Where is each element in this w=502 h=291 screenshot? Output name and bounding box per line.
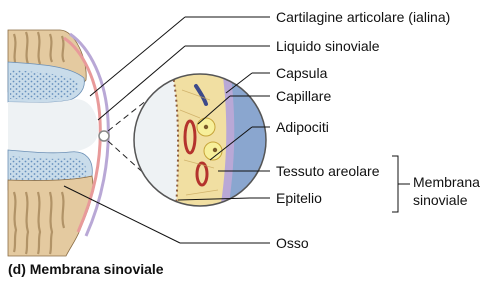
figure-caption: (d) Membrana sinoviale <box>8 261 164 277</box>
label-cartilage: Cartilagine articolare (ialina) <box>276 9 451 25</box>
label-membrane-line2: sinoviale <box>413 192 468 208</box>
label-membrane-line1: Membrana <box>413 174 480 190</box>
zoom-inset <box>130 70 270 210</box>
label-bone: Osso <box>276 235 309 251</box>
magnify-origin <box>99 131 109 141</box>
capillary-2 <box>197 163 207 185</box>
label-synovial-fluid: Liquido sinoviale <box>276 38 380 54</box>
label-adipocytes: Adipociti <box>276 119 329 135</box>
label-capillary: Capillare <box>276 88 332 104</box>
label-capsule: Capsula <box>276 65 328 81</box>
label-areolar-tissue: Tessuto areolare <box>276 163 380 179</box>
synovial-fluid <box>8 99 98 153</box>
label-epithelium: Epitelio <box>276 190 322 206</box>
capillary-1 <box>185 121 195 153</box>
